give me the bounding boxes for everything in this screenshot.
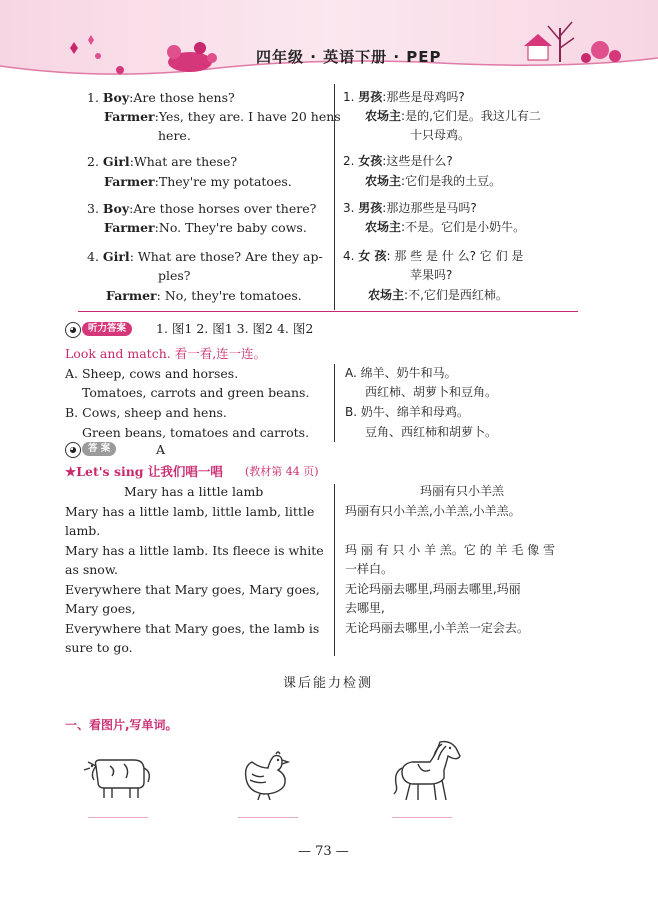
match-divider: [334, 364, 335, 442]
answer-line-2[interactable]: [238, 817, 298, 818]
song-cn-line-3: 一样白。: [345, 562, 394, 576]
dialogue-en-1-reply-cont: here.: [158, 128, 191, 143]
song-cn-line-6: 无论玛丽去哪里,小羊羔一定会去。: [345, 621, 529, 635]
dialogue-bottom-rule: [78, 311, 578, 312]
listening-answer-text: 1. 图1 2. 图1 3. 图2 4. 图2: [156, 321, 314, 336]
exercise-title: 一、看图片,写单词。: [65, 718, 178, 732]
song-cn-line-4: 无论玛丽去哪里,玛丽去哪里,玛丽: [345, 582, 521, 596]
dialogue-cn-4-reply: 农场主:不,它们是西红柿。: [368, 288, 508, 302]
song-divider: [334, 484, 335, 656]
look-match-title: Look and match. 看一看,连一连。: [65, 346, 267, 361]
page-number: — 73 —: [298, 844, 349, 859]
song-title-en: Mary has a little lamb: [124, 484, 264, 499]
dialogue-cn-4: 4. 女 孩: 那 些 是 什 么? 它 们 是: [343, 249, 524, 263]
answer-badge: 答 案: [82, 442, 116, 456]
dialogue-cn-1-reply-cont: 十只母鸡。: [410, 128, 471, 142]
section-title: 课后能力检测: [283, 676, 374, 691]
song-cn-line-1: 玛丽有只小羊羔,小羊羔,小羊羔。: [345, 504, 521, 518]
dialogue-en-4-reply: Farmer: No, they're tomatoes.: [106, 288, 302, 303]
horse-icon: [390, 738, 464, 804]
dialogue-cn-4-cont: 苹果吗?: [410, 268, 453, 282]
song-en-line-8: sure to go.: [65, 640, 133, 655]
dialogue-en-1-reply: Farmer:Yes, they are. I have 20 hens: [104, 109, 341, 124]
sing-title: ★Let's sing 让我们唱一唱: [65, 464, 223, 479]
answer-line-1[interactable]: [88, 817, 148, 818]
dialogue-en-4: 4. Girl: What are those? Are they ap-: [87, 249, 323, 264]
dialogue-en-3: 3. Boy:Are those horses over there?: [87, 201, 317, 216]
cow-icon: [82, 752, 154, 800]
song-cn-line-5: 去哪里,: [345, 601, 385, 615]
song-en-line-4: as snow.: [65, 562, 119, 577]
match-cn-b2: 豆角、西红柿和胡萝卜。: [365, 425, 498, 439]
dialogue-en-2-reply: Farmer:They're my potatoes.: [104, 174, 292, 189]
page-header: [0, 0, 658, 84]
dialogue-cn-3: 3. 男孩:那边那些是马吗?: [343, 201, 477, 215]
dialogue-en-3-reply: Farmer:No. They're baby cows.: [104, 220, 307, 235]
match-en-a1: A. Sheep, cows and horses.: [65, 366, 239, 381]
match-cn-b1: B. 奶牛、绵羊和母鸡。: [345, 405, 469, 419]
dialogue-cn-2-reply: 农场主:它们是我的土豆。: [365, 174, 502, 188]
header-decoration: [0, 0, 658, 84]
dialogue-cn-2: 2. 女孩:这些是什么?: [343, 154, 453, 168]
song-en-line-3: Mary has a little lamb. Its fleece is white: [65, 543, 324, 558]
song-en-line-2: lamb.: [65, 523, 101, 538]
match-en-b2: Green beans, tomatoes and carrots.: [82, 425, 310, 440]
listening-mascot-icon: ◕: [65, 322, 81, 338]
answer-text: A: [156, 442, 166, 457]
answer-mascot-icon: ◕: [65, 442, 81, 458]
answer-line-3[interactable]: [392, 817, 452, 818]
dialogue-en-1: 1. Boy:Are those hens?: [87, 90, 235, 105]
dialogue-cn-3-reply: 农场主:不是。它们是小奶牛。: [365, 220, 526, 234]
match-cn-a1: A. 绵羊、奶牛和马。: [345, 366, 457, 380]
match-cn-a2: 西红柿、胡萝卜和豆角。: [365, 385, 498, 399]
song-en-line-6: Mary goes,: [65, 601, 136, 616]
dialogue-en-4-cont: ples?: [158, 268, 191, 283]
dialogue-cn-1: 1. 男孩:那些是母鸡吗?: [343, 90, 465, 104]
song-en-line-1: Mary has a little lamb, little lamb, little: [65, 504, 315, 519]
hen-icon: [238, 748, 294, 800]
sing-page-ref: (教材第 44 页): [245, 465, 319, 478]
song-cn-line-2: 玛 丽 有 只 小 羊 羔。它 的 羊 毛 像 雪: [345, 543, 555, 557]
dialogue-en-2: 2. Girl:What are these?: [87, 154, 238, 169]
song-en-line-7: Everywhere that Mary goes, the lamb is: [65, 621, 320, 636]
listening-answer-badge: 听力答案: [82, 322, 132, 336]
match-en-b1: B. Cows, sheep and hens.: [65, 405, 227, 420]
header-title: 四年级 · 英语下册 · PEP: [256, 48, 442, 66]
song-title-cn: 玛丽有只小羊羔: [420, 484, 505, 498]
match-en-a2: Tomatoes, carrots and green beans.: [82, 385, 310, 400]
song-en-line-5: Everywhere that Mary goes, Mary goes,: [65, 582, 320, 597]
dialogue-cn-1-reply: 农场主:是的,它们是。我这儿有二: [365, 109, 541, 123]
